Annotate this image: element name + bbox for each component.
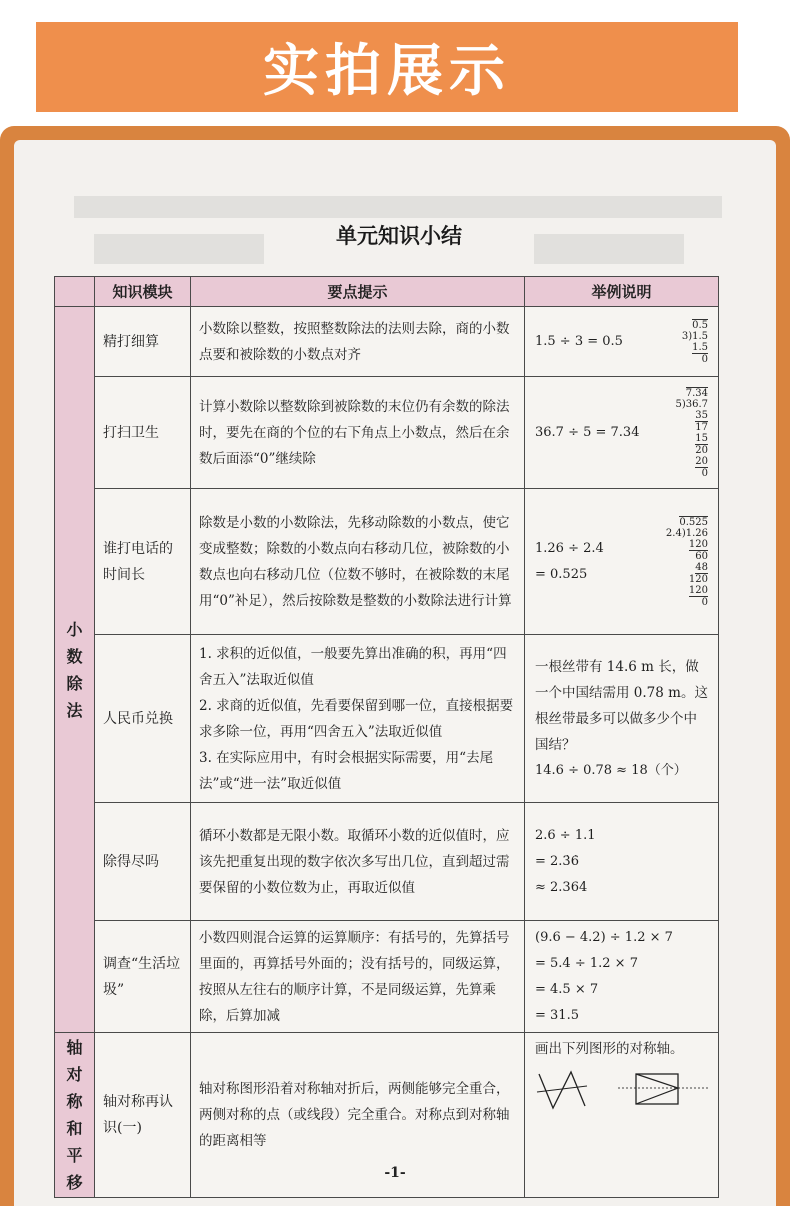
work-line: 20: [695, 444, 708, 456]
long-division-work: [666, 516, 708, 608]
work-line: 0.5: [692, 319, 708, 331]
point-cell: 计算小数除以整数除到被除数的末位仍有余数的除法时，要先在商的个位的右下角点上小数点，然后在余数后面添“0”继续除: [191, 377, 525, 489]
work-line: 0.525: [679, 516, 708, 528]
work-line: 20: [695, 455, 708, 467]
point-line: 3. 在实际应用中，有时会根据实际需要，用“去尾法”或“进一法”取近似值: [199, 749, 494, 792]
example-line: ≈ 2.364: [535, 879, 588, 895]
work-line: 5)36.7: [675, 398, 708, 410]
example-cell: [525, 803, 719, 921]
example-line: 14.6 ÷ 0.78 ≈ 18（个）: [535, 762, 687, 778]
arrow-box-figure: [618, 1070, 708, 1110]
zigzag-figure: [535, 1068, 589, 1112]
topic-cell: 打扫卫生: [95, 377, 191, 489]
table-row: [55, 489, 719, 635]
header-blank: [55, 277, 95, 307]
work-line: 0: [701, 467, 708, 479]
table-row: [55, 307, 719, 377]
banner-title: 实拍展示: [263, 39, 511, 104]
work-line: 48: [695, 561, 708, 573]
banner: [36, 22, 738, 112]
example-cell: [525, 307, 719, 377]
work-line: 15: [695, 432, 708, 444]
topic-cell: 谁打电话的时间长: [95, 489, 191, 635]
long-division-work: [682, 319, 708, 365]
topic-cell: 精打细算: [95, 307, 191, 377]
work-line: 0: [701, 596, 708, 608]
work-line: 1.5: [692, 341, 708, 353]
category-label: 小数除法: [66, 619, 83, 720]
point-cell: 小数四则混合运算的运算顺序：有括号的，先算括号里面的，再算括号外面的；没有括号的，同级运算，按照从左往右的顺序计算，不是同级运算，先算乘除，后算加减: [191, 921, 525, 1033]
work-line: 120: [688, 573, 708, 585]
table-row: [55, 921, 719, 1033]
example-instruction: 画出下列图形的对称轴。: [535, 1041, 684, 1057]
example-line: 一根丝带有 14.6 m 长，做一个中国结需用 0.78 m。这根丝带最多可以做多少个中国结？: [535, 658, 708, 753]
work-line: 2.4)1.26: [665, 527, 708, 539]
work-line: 35: [695, 409, 708, 421]
work-line: 120: [688, 538, 708, 550]
example-cell: [525, 489, 719, 635]
work-line: 120: [688, 584, 708, 596]
point-cell: 小数除以整数，按照整数除法的法则去除，商的小数点要和被除数的小数点对齐: [191, 307, 525, 377]
point-cell: 轴对称图形沿着对称轴对折后，两侧能够完全重合，两侧对称的点（或线段）完全重合。对称点到对称轴的距离相等: [191, 1033, 525, 1198]
example-line: = 5.4 ÷ 1.2 × 7: [535, 955, 638, 971]
example-cell: [525, 921, 719, 1033]
symmetry-figures: [535, 1068, 708, 1112]
header-examples: 举例说明: [525, 277, 719, 307]
page-title: 单元知识小结: [336, 223, 462, 248]
work-line: 0: [701, 353, 708, 365]
category-decimal-division: [55, 307, 95, 1033]
example-line: = 0.525: [535, 566, 588, 582]
example-line: = 2.3̇6̇: [535, 853, 579, 869]
example-cell: [525, 635, 719, 803]
point-cell: [191, 635, 525, 803]
topic-cell: 除得尽吗: [95, 803, 191, 921]
example-expression: 36.7 ÷ 5 = 7.34: [535, 424, 640, 440]
example-line: = 31.5: [535, 1007, 579, 1023]
topic-cell: 轴对称再认识(一): [95, 1033, 191, 1198]
point-cell: 循环小数都是无限小数。取循环小数的近似值时，应该先把重复出现的数字依次多写出几位，直到超过需要保留的小数位数为止，再取近似值: [191, 803, 525, 921]
point-line: 2. 求商的近似值，先看要保留到哪一位，直接根据要求多除一位，再用“四舍五入”法取近似值: [199, 697, 514, 740]
point-cell: 除数是小数的小数除法，先移动除数的小数点，使它变成整数；除数的小数点向右移动几位，被除数的小数点也向右移动几位（位数不够时，在被除数的末尾用“0”补足），然后按除数是整数的小数除法进行计算: [191, 489, 525, 635]
example-lines: [535, 536, 604, 588]
page-number: -1-: [384, 1165, 406, 1181]
point-line: 1. 求积的近似值，一般要先算出准确的积，再用“四舍五入”法取近似值: [199, 645, 507, 688]
header-points: 要点提示: [191, 277, 525, 307]
example-cell: [525, 377, 719, 489]
example-line: (9.6 − 4.2) ÷ 1.2 × 7: [535, 929, 673, 945]
topic-cell: 人民币兑换: [95, 635, 191, 803]
table-row: [55, 803, 719, 921]
table-row: [55, 377, 719, 489]
work-line: 7.34: [685, 387, 708, 399]
long-division-work: [675, 387, 708, 479]
work-line: 60: [695, 550, 708, 562]
work-line: 17: [695, 421, 708, 433]
example-line: 1.26 ÷ 2.4: [535, 540, 604, 556]
category-label: 轴对称和平移: [66, 1038, 83, 1192]
table-row: [55, 635, 719, 803]
knowledge-table: [54, 276, 719, 1198]
work-line: 3)1.5: [681, 330, 708, 342]
example-line: = 4.5 × 7: [535, 981, 599, 997]
book-page: [14, 140, 776, 1206]
example-expression: 1.5 ÷ 3 = 0.5: [535, 333, 623, 349]
topic-cell: 调查“生活垃圾”: [95, 921, 191, 1033]
header-module: 知识模块: [95, 277, 191, 307]
example-line: 2.6 ÷ 1.1: [535, 827, 596, 843]
table-header-row: [55, 277, 719, 307]
